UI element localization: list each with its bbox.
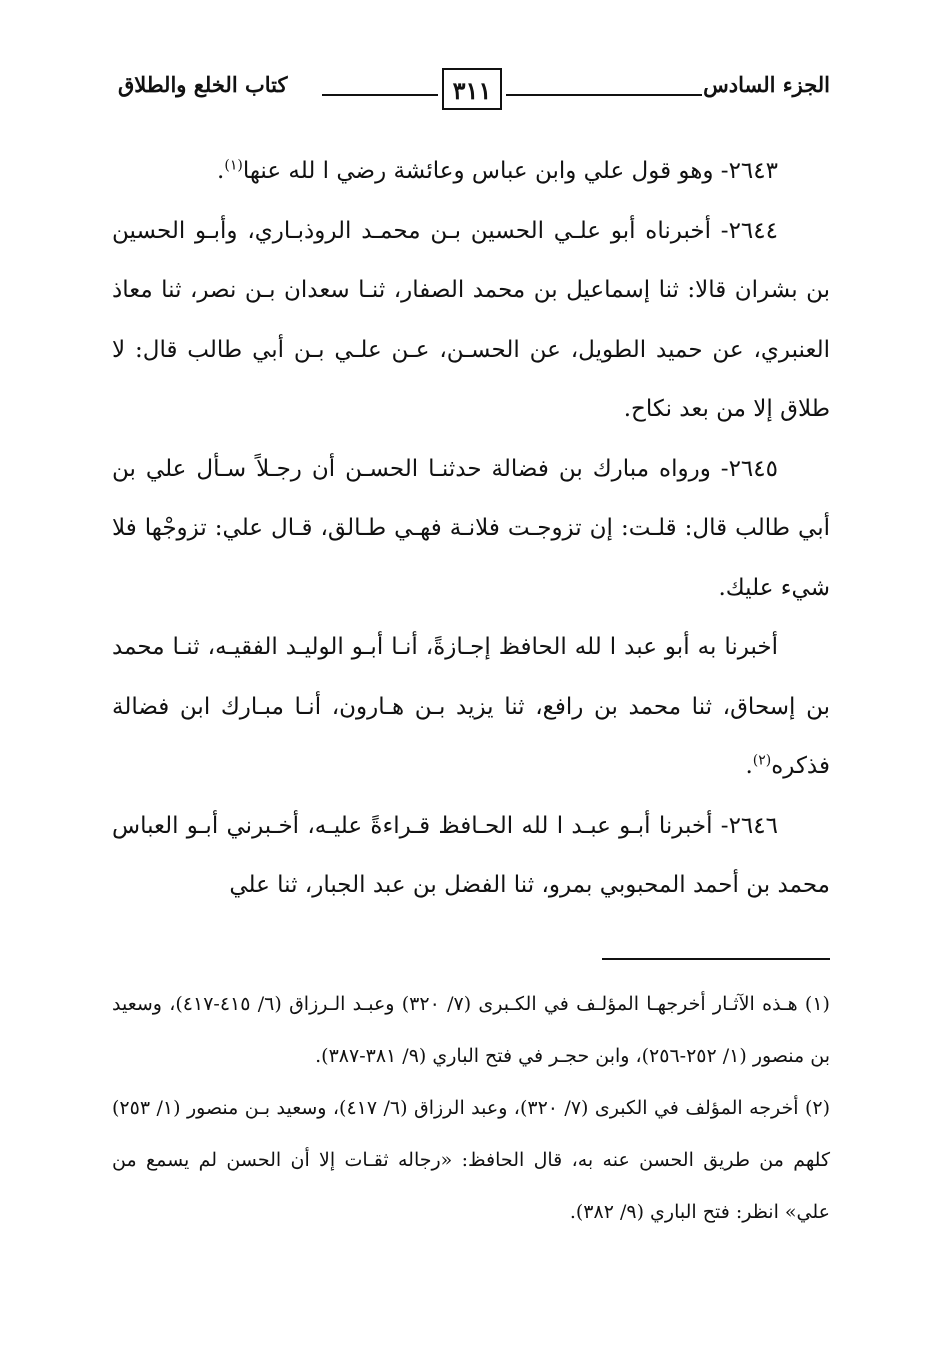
paragraph-text: أخبرنا به أبو عبد ا لله الحافظ إجـازةً، أنـا أبـو الوليـد الفقيـه، ثنـا محمد بن إسحاق، ثنا محمد بن رافع، ثنا يزيد بـن هـارون، أنـا مبـارك ابن فضالة فذكره	[112, 634, 830, 779]
paragraph-tail: .	[745, 753, 753, 779]
paragraph-2644	[112, 202, 830, 440]
main-text	[112, 142, 830, 916]
paragraph-2643	[112, 142, 830, 202]
paragraph-text: ٢٦٤٥- ورواه مبارك بن فضالة حدثنـا الحسـن أن رجـلاً سـأل علي بن أبي طالب قال: قلـت: إن تزوجـت فلانـة فهـي طـالق، قـال علي: تزوجْها فلا شيء عليك.	[112, 455, 830, 601]
footnote-separator	[602, 958, 830, 960]
paragraph-text: ٢٦٤٣- وهو قول علي وابن عباس وعائشة رضي ا لله عنها	[242, 158, 778, 184]
volume-label: الجزء السادس	[703, 72, 830, 97]
footnote-ref[interactable]: (٢)	[752, 752, 772, 769]
paragraph-text: ٢٦٤٦- أخبرنا أبـو عبـد ا لله الحـافظ قـراءةً عليـه، أخـبرني أبـو العباس محمد بن أحمد المحبوبي بمرو، ثنا الفضل بن عبد الجبار، ثنا علي	[112, 812, 830, 898]
book-title: كتاب الخلع والطلاق	[118, 72, 288, 97]
footnote-1: (١) هـذه الآثـار أخرجهـا المؤلـف في الكـبرى (٧/ ٣٢٠) وعبـد الـرزاق (٦/ ٤١٥-٤١٧)، وسعيد بن منصور (١/ ٢٥٢-٢٥٦)، وابن حجـر في فتح الباري (٩/ ٣٨١-٣٨٧).	[112, 993, 830, 1067]
paragraph-isnad	[112, 618, 830, 797]
page-number: ٣١١	[442, 68, 502, 110]
header-rule	[506, 94, 702, 96]
header-rule	[322, 94, 438, 96]
paragraph-text: ٢٦٤٤- أخبرناه أبو علـي الحسين بـن محمـد الروذبـاري، وأبـو الحسين بن بشران قالا: ثنا إسماعيل بن محمد الصفار، ثنـا سعدان بـن نصر، ثنا معاذ العنبري، عن حميد الطويل، عن الحسـن، عـن علـي بـن أبي طالب قال: لا طلاق إلا من بعد نكاح.	[112, 217, 830, 422]
paragraph-2645	[112, 440, 830, 619]
footnote-2: (٢) أخرجه المؤلف في الكبرى (٧/ ٣٢٠)، وعبد الرزاق (٦/ ٤١٧)، وسعيد بـن منصور (١/ ٢٥٣) كلهم من طريق الحسن عنه به، قال الحافظ: «رجاله ثقـات إلا أن الحسن لم يسمع من علي» انظر: فتح الباري (٩/ ٣٨٢).	[112, 1097, 830, 1223]
running-header	[118, 62, 830, 114]
paragraph-tail: .	[217, 158, 225, 184]
footnotes	[112, 978, 830, 1238]
footnote-ref[interactable]: (١)	[224, 157, 243, 174]
paragraph-2646	[112, 797, 830, 916]
